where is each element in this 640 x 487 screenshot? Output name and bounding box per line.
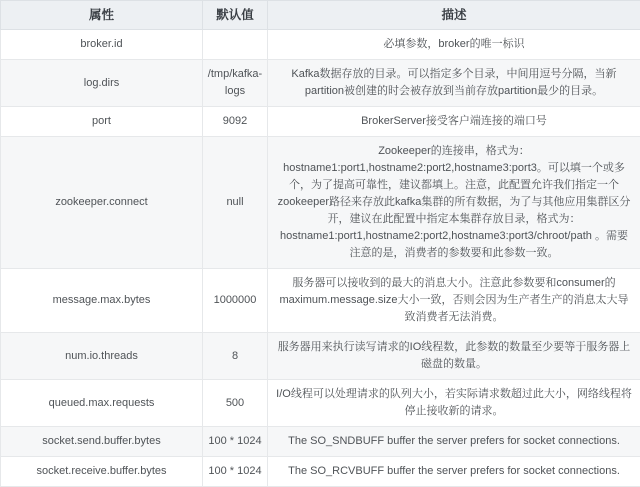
property-cell: log.dirs [1, 60, 203, 107]
table-row [1, 427, 640, 457]
default-value-cell: 100 * 1024 [203, 427, 268, 457]
default-value-cell: /tmp/kafka-logs [203, 60, 268, 107]
column-header-description: 描述 [268, 1, 640, 30]
default-value-cell: 9092 [203, 107, 268, 137]
table-body [1, 30, 640, 487]
table-row [1, 269, 640, 333]
description-cell: I/O线程可以处理请求的队列大小，若实际请求数超过此大小，网络线程将停止接收新的请求。 [268, 380, 640, 427]
table-header [1, 1, 640, 30]
default-value-cell [203, 30, 268, 60]
table-row [1, 107, 640, 137]
property-cell: broker.id [1, 30, 203, 60]
description-cell: Zookeeper的连接串，格式为：hostname1:port1,hostname2:port2,hostname3:port3。可以填一个或多个，为了提高可靠性，建议都填上。注意，此配置允许我们指定一个zookeeper路径来存放此kafka集群的所有数据，为了与其他应用集群区分开，建议在此配置中指定本集群存放目录，格式为：hostname1:port1,hostname2:port2,hostname3:port3/chroot/path 。需要注意的是，消费者的参数要和此参数一致。 [268, 137, 640, 269]
property-cell: zookeeper.connect [1, 137, 203, 269]
description-cell: 服务器用来执行读写请求的IO线程数，此参数的数量至少要等于服务器上磁盘的数量。 [268, 333, 640, 380]
table-row [1, 137, 640, 269]
table-row [1, 60, 640, 107]
description-cell: The SO_RCVBUFF buffer the server prefers for socket connections. [268, 457, 640, 487]
column-header-property: 属性 [1, 1, 203, 30]
description-cell: 必填参数，broker的唯一标识 [268, 30, 640, 60]
table-row [1, 457, 640, 487]
description-cell: The SO_SNDBUFF buffer the server prefers for socket connections. [268, 427, 640, 457]
property-cell: port [1, 107, 203, 137]
property-cell: queued.max.requests [1, 380, 203, 427]
default-value-cell: null [203, 137, 268, 269]
table-row [1, 380, 640, 427]
column-header-default-value: 默认值 [203, 1, 268, 30]
default-value-cell: 100 * 1024 [203, 457, 268, 487]
default-value-cell: 1000000 [203, 269, 268, 333]
default-value-cell: 500 [203, 380, 268, 427]
default-value-cell: 8 [203, 333, 268, 380]
table-row [1, 30, 640, 60]
property-cell: socket.send.buffer.bytes [1, 427, 203, 457]
description-cell: BrokerServer接受客户端连接的端口号 [268, 107, 640, 137]
description-cell: 服务器可以接收到的最大的消息大小。注意此参数要和consumer的maximum.message.size大小一致，否则会因为生产者生产的消息太大导致消费者无法消费。 [268, 269, 640, 333]
property-cell: num.io.threads [1, 333, 203, 380]
property-cell: message.max.bytes [1, 269, 203, 333]
header-row [1, 1, 640, 30]
property-cell: socket.receive.buffer.bytes [1, 457, 203, 487]
table-row [1, 333, 640, 380]
description-cell: Kafka数据存放的目录。可以指定多个目录，中间用逗号分隔，当新partition被创建的时会被存放到当前存放partition最少的目录。 [268, 60, 640, 107]
